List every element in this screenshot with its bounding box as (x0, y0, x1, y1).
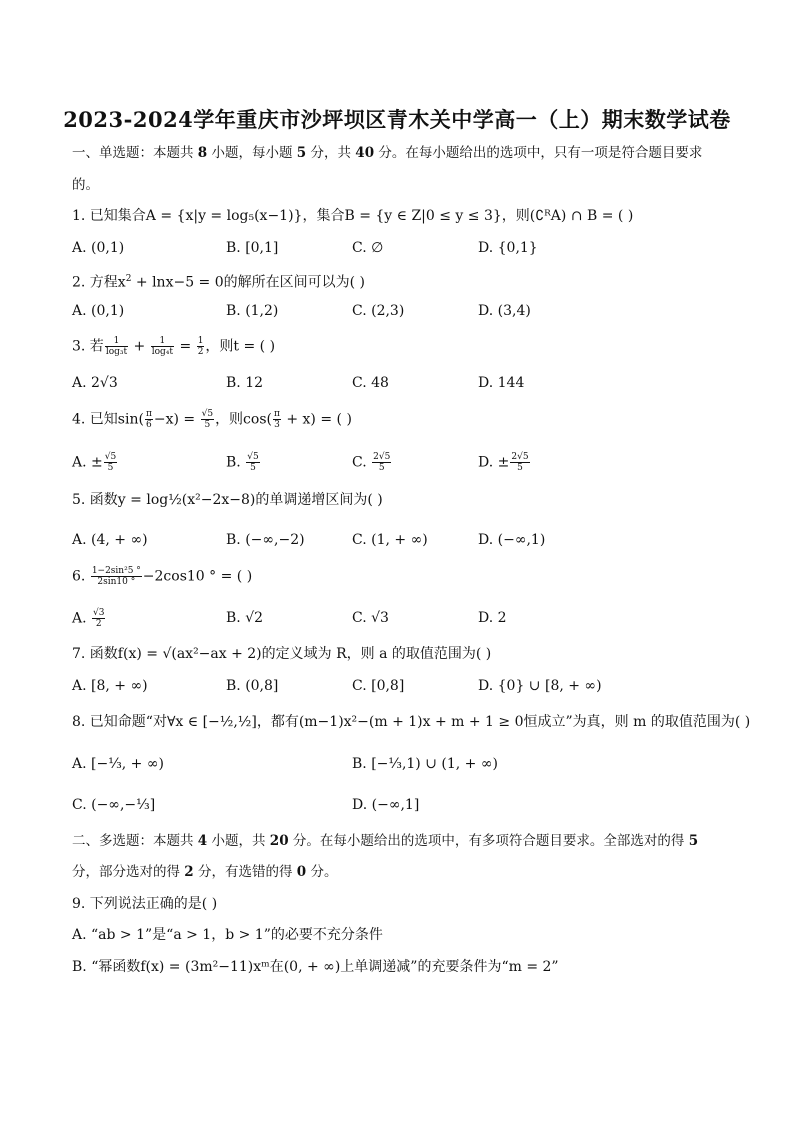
section1-header: 一、单选题：本题共 8 小题，每小题 5 分，共 40 分。在每小题给出的选项中，只有一项是符合题目要求 (72, 145, 703, 161)
q2-option-d: D. (3,4) (478, 303, 531, 319)
fraction: $\frac{\text{1−2sin²5 °}}{2\sin 10 ^\circ}$ (91, 566, 141, 587)
question-5-stem: 5. 函数y = log½(x²−2x−8)的单调递增区间为( ) (72, 492, 383, 508)
question-6-stem: 6. $\frac{\text{1−2sin²5 °}}{2\sin 10 ^\circ}$ −2cos10 ° = ( ) (72, 566, 253, 587)
q8-option-a: A. [−⅓, + ∞) (72, 756, 164, 772)
q4-option-c: C. $\frac{2√5}{5}$ (352, 452, 391, 473)
q3-option-b: B. 12 (226, 375, 264, 391)
q6-option-a: A. $\frac{√3}{2}$ (72, 608, 105, 629)
q2-option-c: C. (2,3) (352, 303, 405, 319)
question-2-stem: 2. 方程$x^2 + \ln x-5 = 0$的解所在区间可以为( ) (72, 274, 366, 291)
fraction: $\frac{1}{\text{log₃t}}$ (105, 336, 128, 357)
q4-option-a: A. ± $\frac{√5}{5}$ (72, 452, 117, 473)
q2-option-a: A. (0,1) (72, 303, 125, 319)
q9-option-b: B. “幂函数f(x) = (3m²−11)xᵐ在(0, + ∞)上单调递减”的充要条件为“m = 2” (72, 959, 559, 975)
exam-title: 2023-2024学年重庆市沙坪坝区青木关中学高一（上）期末数学试卷 (63, 107, 731, 132)
q8-option-c: C. (−∞,−⅓] (72, 797, 156, 813)
q8-option-b: B. [−⅓,1) ∪ (1, + ∞) (352, 756, 498, 772)
q7-option-c: C. [0,8] (352, 678, 405, 694)
q7-option-b: B. (0,8] (226, 678, 279, 694)
fraction: $\frac{√5}{5}$ (201, 409, 214, 430)
section2-header-cont: 分，部分选对的得 2 分，有选错的得 0 分。 (72, 864, 338, 880)
q1-option-d: D. {0,1} (478, 240, 538, 256)
question-1-stem: 1. 已知集合A = {x|y = log₅(x−1)}，集合B = {y ∈ Z|0 ≤ y ≤ 3}，则(∁ᴿA) ∩ B = ( ) (72, 208, 634, 224)
q1-option-b: B. [0,1] (226, 240, 279, 256)
q9-option-a: A. “ab > 1”是“a > 1，b > 1”的必要不充分条件 (72, 927, 383, 943)
q4-option-d: D. ± $\frac{2√5}{5}$ (478, 452, 529, 473)
section2-header: 二、多选题：本题共 4 小题，共 20 分。在每小题给出的选项中，有多项符合题目要求。全部选对的得 5 (72, 833, 699, 849)
q2-option-b: B. (1,2) (226, 303, 279, 319)
question-7-stem: 7. 函数f(x) = √(ax²−ax + 2)的定义域为 R，则 a 的取值范围为( ) (72, 646, 492, 662)
fraction: $\frac{\pi}{3}$ (273, 409, 280, 430)
q6-option-b: B. √2 (226, 610, 264, 626)
question-9-stem: 9. 下列说法正确的是( ) (72, 896, 218, 912)
question-8-stem: 8. 已知命题“对∀x ∈ [−½,½]，都有(m−1)x²−(m + 1)x + m + 1 ≥ 0恒成立”为真，则 m 的取值范围为( ) (72, 714, 751, 730)
q5-option-a: A. (4, + ∞) (72, 532, 148, 548)
q3-option-d: D. 144 (478, 375, 525, 391)
q5-option-b: B. (−∞,−2) (226, 532, 305, 548)
q4-option-b: B. $\frac{√5}{5}$ (226, 452, 259, 473)
question-3-stem: 3. 若 $\frac{1}{\text{log₃t}}$ + $\frac{1}{\text{log₄t}}$ = $\frac{1}{2}$ ，则t = ( ) (72, 336, 276, 357)
q5-option-d: D. (−∞,1) (478, 532, 546, 548)
q6-option-c: C. √3 (352, 610, 389, 626)
fraction: $\frac{1}{2}$ (197, 336, 204, 357)
q6-option-d: D. 2 (478, 610, 507, 626)
q1-option-c: C. ∅ (352, 240, 384, 256)
fraction: $\frac{1}{\text{log₄t}}$ (151, 336, 174, 357)
q3-option-a: A. 2√3 (72, 375, 118, 391)
question-4-stem: 4. 已知sin( $\frac{\pi}{6}$ −x) = $\frac{√5}{5}$ ，则cos( $\frac{\pi}{3}$ + x) = ( ) (72, 409, 352, 430)
q7-option-a: A. [8, + ∞) (72, 678, 148, 694)
q3-option-c: C. 48 (352, 375, 389, 391)
fraction: $\frac{\pi}{6}$ (145, 409, 152, 430)
q5-option-c: C. (1, + ∞) (352, 532, 428, 548)
q7-option-d: D. {0} ∪ [8, + ∞) (478, 678, 602, 694)
q1-option-a: A. (0,1) (72, 240, 125, 256)
section1-header-cont: 的。 (72, 177, 99, 193)
q8-option-d: D. (−∞,1] (352, 797, 420, 813)
